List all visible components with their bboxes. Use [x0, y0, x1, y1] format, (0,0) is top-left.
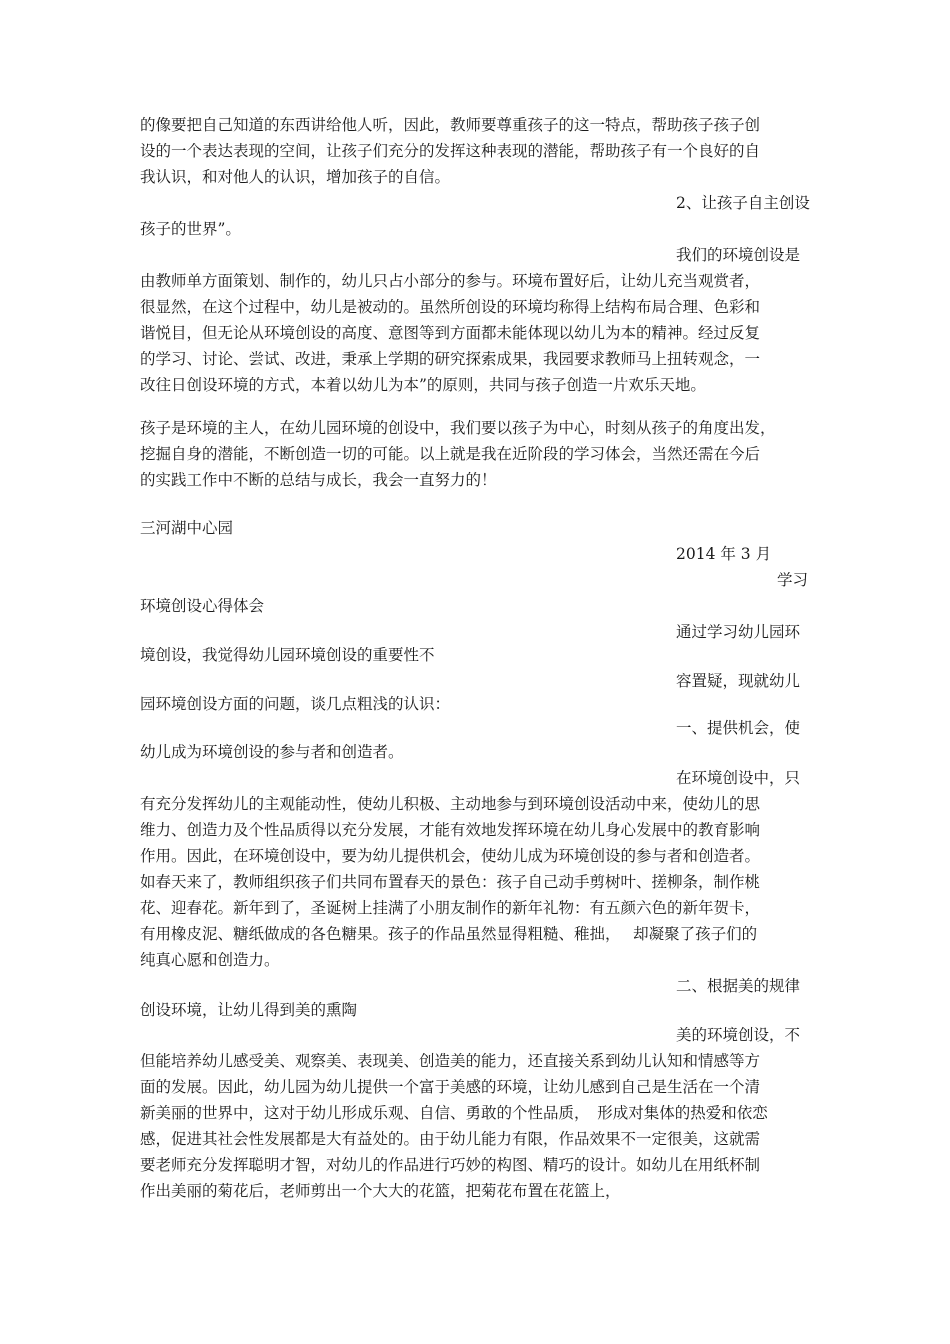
paragraph-start: 我们的环境创设是 — [676, 246, 801, 264]
text-line: 花、迎春花。新年到了，圣诞树上挂满了小朋友制作的新年礼物：有五颜六色的新年贺卡， — [140, 899, 761, 917]
section-heading: 二、根据美的规律 — [676, 977, 801, 995]
section-heading-cont: 创设环境，让幼儿得到美的熏陶 — [140, 1001, 358, 1019]
text-line: 孩子的世界”。 — [140, 220, 241, 238]
section-heading: 一、提供机会，使 — [676, 719, 801, 737]
paragraph-start: 美的环境创设，不 — [676, 1026, 801, 1044]
text-line: 挖掘自身的潜能，不断创造一切的可能。以上就是我在近阶段的学习体会，当然还需在今后 — [140, 445, 761, 463]
text-line: 纯真心愿和创造力。 — [140, 951, 280, 969]
text-line: 改往日创设环境的方式，本着以幼儿为本”的原则，共同与孩子创造一片欢乐天地。 — [140, 376, 706, 394]
text-line: 园环境创设方面的问题，谈几点粗浅的认识： — [140, 695, 451, 713]
text-line: 由教师单方面策划、制作的，幼儿只占小部分的参与。环境布置好后，让幼儿充当观赏者， — [140, 272, 761, 290]
text-line: 容置疑，现就幼儿 — [676, 672, 801, 690]
signature-org: 三河湖中心园 — [140, 519, 234, 537]
text-line: 面的发展。因此，幼儿园为幼儿提供一个富于美感的环境，让幼儿感到自己是生活在一个清 — [140, 1078, 761, 1096]
text-line: 感，促进其社会性发展都是大有益处的。由于幼儿能力有限，作品效果不一定很美，这就需 — [140, 1130, 761, 1148]
text-line: 作出美丽的菊花后，老师剪出一个大大的花篮，把菊花布置在花篮上， — [140, 1182, 621, 1200]
text-line: 作用。因此，在环境创设中，要为幼儿提供机会，使幼儿成为环境创设的参与者和创造者。 — [140, 847, 761, 865]
text-line: 有充分发挥幼儿的主观能动性，使幼儿积极、主动地参与到环境创设活动中来，使幼儿的思 — [140, 795, 761, 813]
text-line: 设的一个表达表现的空间，让孩子们充分的发挥这种表现的潜能，帮助孩子有一个良好的自 — [140, 142, 761, 160]
text-line: 的学习、讨论、尝试、改进，秉承上学期的研究探索成果，我园要求教师马上扭转观念，一 — [140, 350, 761, 368]
text-line: 境创设，我觉得幼儿园环境创设的重要性不 — [140, 646, 435, 664]
text-line: 新美丽的世界中，这对于幼儿形成乐观、自信、勇敢的个性品质， 形成对集体的热爱和依恋 — [140, 1104, 768, 1122]
text-line: 但能培养幼儿感受美、观察美、表现美、创造美的能力，还直接关系到幼儿认知和情感等方 — [140, 1052, 761, 1070]
text-line: 有用橡皮泥、糖纸做成的各色糖果。孩子的作品虽然显得粗糙、稚拙， 却凝聚了孩子们的 — [140, 925, 758, 943]
text-line: 的实践工作中不断的总结与成长，我会一直努力的！ — [140, 471, 497, 489]
text-line: 很显然，在这个过程中，幼儿是被动的。虽然所创设的环境均称得上结构布局合理、色彩和 — [140, 298, 761, 316]
signature-date: 2014 年 3 月 — [676, 545, 772, 563]
text-line: 的像要把自己知道的东西讲给他人听，因此，教师要尊重孩子的这一特点，帮助孩子孩子创 — [140, 116, 761, 134]
text-line: 如春天来了，教师组织孩子们共同布置春天的景色：孩子自己动手剪树叶、搓柳条，制作桃 — [140, 873, 761, 891]
text-line: 维力、创造力及个性品质得以充分发展，才能有效地发挥环境在幼儿身心发展中的教育影响 — [140, 821, 761, 839]
text-line: 我认识，和对他人的认识，增加孩子的自信。 — [140, 168, 451, 186]
paragraph-start: 通过学习幼儿园环 — [676, 623, 801, 641]
section-heading-cont: 幼儿成为环境创设的参与者和创造者。 — [140, 743, 404, 761]
text-line: 孩子是环境的主人，在幼儿园环境的创设中，我们要以孩子为中心，时刻从孩子的角度出发， — [140, 419, 776, 437]
text-line: 要老师充分发挥聪明才智，对幼儿的作品进行巧妙的构图、精巧的设计。如幼儿在用纸杯制 — [140, 1156, 761, 1174]
title-fragment: 学习 — [777, 571, 809, 589]
document-title: 环境创设心得体会 — [140, 597, 265, 615]
section-heading: 2、让孩子自主创设 — [676, 194, 810, 212]
paragraph-start: 在环境创设中，只 — [676, 769, 801, 787]
text-line: 谐悦目，但无论从环境创设的高度、意图等到方面都未能体现以幼儿为本的精神。经过反复 — [140, 324, 761, 342]
